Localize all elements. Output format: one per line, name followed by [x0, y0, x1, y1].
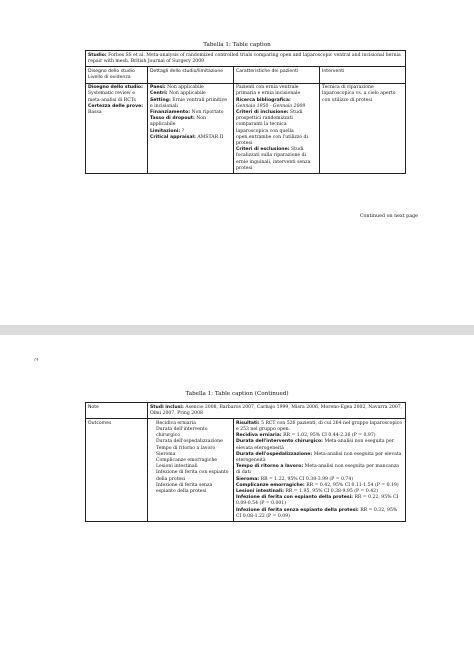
header-details: Dettagli dello studio/limitazione [148, 67, 234, 83]
design-label: Disegno dello studio: [88, 85, 143, 91]
study-row [86, 51, 406, 67]
page-separator [0, 325, 474, 335]
centres-value: Non applicabile [169, 91, 206, 97]
limitations-label: Limitazioni: [150, 128, 181, 134]
setting-label: Setting: [150, 97, 171, 103]
inclusion-label: Criteri di inclusione: [236, 110, 289, 115]
countries-value: Non applicabile [167, 85, 204, 91]
page-one [0, 0, 474, 325]
list-item: • Infezione di ferita senza espianto della protesi [156, 483, 231, 495]
seroma-value: RR = 1.22, 95% CI 0.38-3.99 (P = 0.74) [260, 476, 354, 482]
certainty-label: Certezza delle prove: [88, 103, 144, 109]
study-citation: Forbes SS et al. Meta-analysis of randomized controlled trials comparing open and laparoscopic ventral and incisional hernia repair with mesh. British Journal of Surgery 2009 [88, 52, 401, 64]
list-item: • Sieroma [156, 452, 231, 458]
recurrence-label: Recidiva erniaria: [236, 433, 282, 439]
work-label: Tempo di ritorno a lavoro: [236, 464, 304, 470]
list-item: • Tempo di ritorno a lavoro [156, 446, 231, 452]
exclusion-label: Criteri di esclusione: [236, 147, 290, 153]
results-cell [234, 419, 406, 522]
header-row [86, 67, 406, 83]
limitations-value: ? [181, 128, 185, 134]
recurrence-value: RR = 1.02, 95% CI 0.44-2.36 (P = 0.97) [283, 433, 376, 439]
stay-label: Durata dell'ospedalizzazione: [236, 451, 313, 457]
funding-label: Finanziamento: [150, 110, 191, 115]
outcomes-cell [148, 419, 234, 522]
study-cell [86, 51, 406, 67]
infection-explant-label: Infezione di ferita con espianto della protesi: [236, 495, 353, 501]
duration-label: Durata dell'intervento chirurgico: [236, 439, 324, 445]
bowel-label: Lesioni intestinali: [236, 488, 284, 494]
outcomes-row [86, 419, 406, 522]
table-caption-continued: Tabella 1: Table caption (Continued) [185, 391, 289, 397]
certainty-value: Bassa [88, 110, 102, 115]
list-item: • Recidiva erniaria [156, 421, 231, 427]
outcomes-list [150, 421, 231, 495]
patients-cell [234, 83, 320, 174]
countries-label: Paesi: [150, 85, 166, 91]
list-item: • Durata dell'ospedalizzazione [156, 439, 231, 445]
header-design: Disegno dello studio Livello di evidenza [86, 67, 148, 83]
studies-label: Studi inclusi: [150, 404, 184, 410]
patients-intro: Pazienti con ernia ventrale primaria e ernia incisionale [236, 85, 301, 97]
list-item: • Durata dell'intervento chirurgico [156, 427, 231, 439]
appraisal-label: Critical appraisal: [150, 134, 196, 140]
exclusion-value: Studi focalizzati sulla riparazione di ernie inguinali, interventi senza protesi [236, 147, 311, 171]
setting-value: Ernie ventrali primitive e incisionali [150, 97, 227, 109]
header-patients: Caratteristiche dei pazienti [234, 67, 320, 83]
bowel-value: RR = 1.95, 95% CI 0.38-9.95 (P = 0.42) [285, 488, 378, 494]
centres-label: Centri: [150, 91, 168, 97]
infection-explant-value: RR = 0.22, 95% CI 0.09-0.54 (P = 0.001) [236, 495, 399, 507]
inclusion-value: Studi prospettici randomizzati comparanti la tecnica laparoscopica con quella open,entrambe con l'utilizzo di protesi [236, 110, 308, 146]
results-label: Risultati: [236, 420, 260, 426]
bleeding-value: RR = 0.42, 95% CI 0.11-1.54 (P = 0.19) [306, 482, 399, 488]
stay-value: Meta-analisi non eseguita per elevata eterogeneità [236, 451, 402, 463]
details-cell [148, 83, 234, 174]
list-item: • Infezione di ferita con espianto della protesi [156, 470, 231, 482]
outcomes-label: Outcomes [86, 419, 148, 522]
infection-no-explant-label: Infezione di ferita senza espianto della protesi: [236, 507, 359, 513]
studies-cell [148, 403, 406, 419]
header-interventions: Interventi [320, 67, 406, 83]
note-row [86, 403, 406, 419]
content-row [86, 83, 406, 174]
interventions-cell: Tecnica di riparazione laparoscopica vs. a cielo aperto con utilizzo di protesi [320, 83, 406, 174]
infection-no-explant-value: RR = 0.32, 95% CI 0.08-1.22 (P = 0.09) [236, 507, 398, 519]
design-cell [86, 83, 148, 174]
search-value: Gennaio 1950 - Gennaio 2009 [236, 103, 306, 109]
continued-note: Continued on next page [359, 214, 418, 219]
duration-value: Meta-analisi non eseguita per elevata eterogeneità [236, 439, 394, 451]
page-number: 2 [34, 357, 40, 361]
list-item: • Lesioni intestinali [156, 464, 231, 470]
page-two [0, 335, 474, 670]
funding-value: Non riportato [191, 110, 224, 115]
search-label: Ricerca bibliografica: [236, 97, 291, 103]
appraisal-value: AMSTAR II [197, 134, 224, 140]
dropout-value: Non applicabile [150, 116, 207, 128]
study-label: Studio: [88, 52, 107, 58]
evidence-table [85, 50, 406, 174]
note-label: Note [86, 403, 148, 419]
list-item: • Complicanze emorragiche [156, 458, 231, 464]
studies-value: Asencio 2008, Barbaros 2007, Carbajo 1999, Misra 2006, Moreno-Egea 2002, Navarra 2007, Olmi 2007, Pring 2008 [150, 404, 403, 416]
results-value: 5 RCT con 526 pazienti, di cui 264 nel gruppo laparoscopico e 253 nel gruppo open. [236, 420, 403, 433]
design-value: Systematic review e meta-analisi di RCTs [88, 91, 136, 103]
dropout-label: Tasso di dropout: [150, 116, 195, 122]
bleeding-label: Complicanze emorragiche: [236, 482, 305, 488]
evidence-table-continued [85, 402, 406, 522]
table-caption: Tabella 1: Table caption [203, 42, 271, 48]
work-value: Meta-analisi non eseguita per mancanza di dati [236, 464, 400, 476]
seroma-label: Sieroma: [236, 476, 260, 482]
